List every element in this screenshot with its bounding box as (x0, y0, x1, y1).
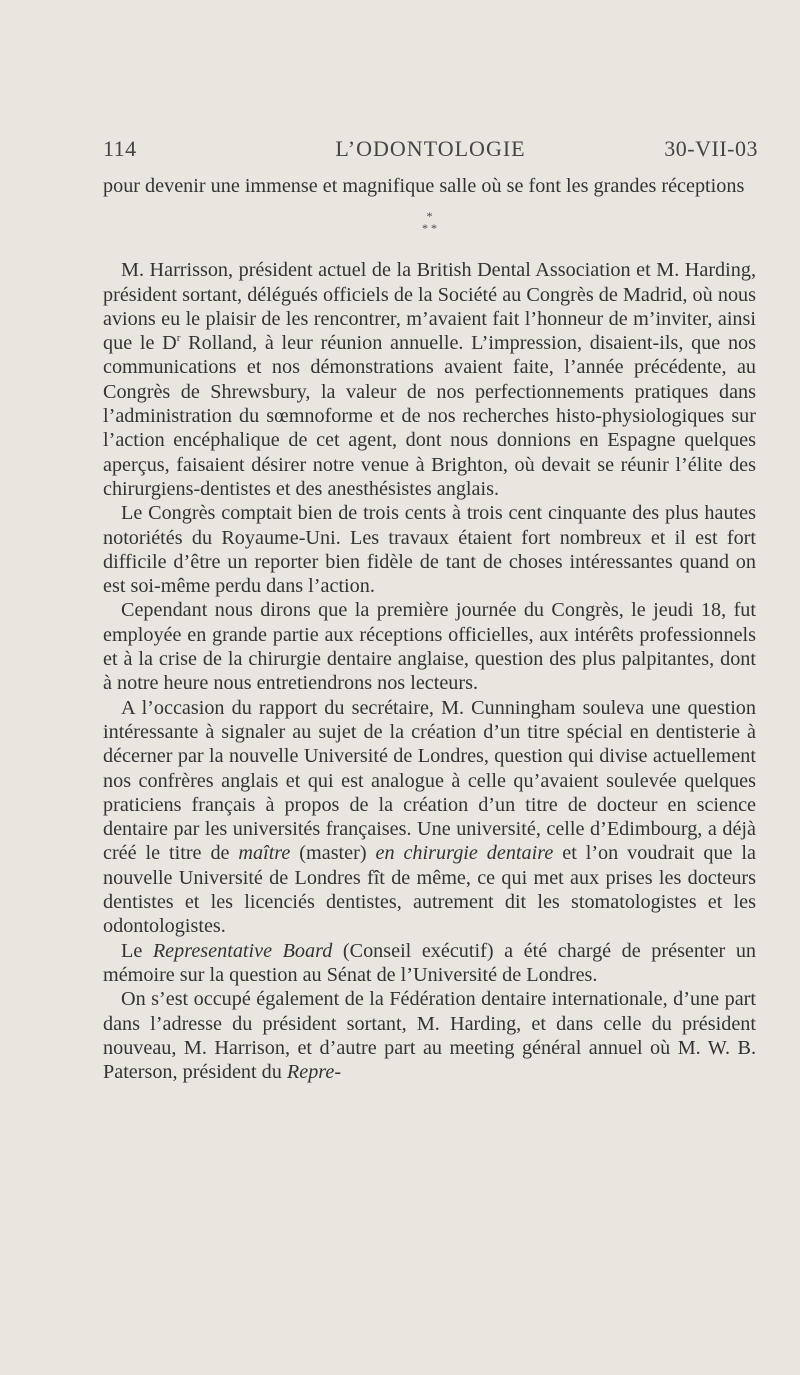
paragraph-premiere-journee: Cependant nous dirons que la première journée du Congrès, le jeudi 18, fut employée en grande partie aux réceptions officielles, aux intérêts professionnels et à la crise de la chirurgie dentaire anglaise, question des plus palpitantes, dont à notre heure nous entretiendrons nos lecteurs. (103, 599, 756, 695)
journal-title: L’ODONTOLOGIE (335, 136, 526, 161)
running-header (103, 136, 758, 166)
paragraph-congres: Le Congrès comptait bien de trois cents à trois cent cinquante des plus hautes notoriétés du Royaume-Uni. Les travaux étaient fort nombreux et il est fort difficile d’être un reporter bien fidèle de tant de choses intéressantes quand on est soi-même perdu dans l’action. (103, 502, 756, 598)
page-number: 114 (103, 136, 137, 161)
article-body (103, 174, 756, 1084)
paragraph-continuation: pour devenir une immense et magnifique salle où se font les grandes réceptions (103, 175, 745, 197)
separator-star-bottom: * * (422, 221, 437, 236)
paragraph-representative-board: Le Representative Board (Conseil exécutif) a été chargé de présenter un mémoire sur la question au Sénat de l’Université de Londres. (103, 939, 757, 986)
paragraph-harrisson: M. Harrisson, président actuel de la British Dental Association et M. Harding, président sortant, délégués officiels de la Société au Congrès de Madrid, où nous avions eu le plaisir de les rencontrer, m’avaient fait l’honneur de m’inviter, ainsi que le $D^r$ Rolland, à leur réunion annuelle. L’impression, disaient-ils, que nos communications et nos démonstrations avaient faite, l’année précédente, au Congrès de Shrewsbury, la valeur de nos perfectionnements pratiques dans l’administration du sœmnoforme et de nos recherches histo-physiologiques sur l’action encéphalique de cet agent, dont nous donnions en Espagne quelques aperçus, faisaient désirer notre venue à Brighton, où devait se réunir l’élite des chirurgiens-dentistes et des anesthésistes anglais. (103, 259, 757, 500)
separator-star-top: * (426, 209, 433, 224)
section-separator (103, 210, 756, 246)
paragraph-federation: On s’est occupé également de la Fédération dentaire internationale, d’une part dans l’adresse du président sortant, M. Harding, et dans celle du président nouveau, M. Harrison, et d’autre part au meeting général annuel où M. W. B. Paterson, président du Repre- (103, 988, 756, 1084)
paragraph-cunningham: A l’occasion du rapport du secrétaire, M. Cunningham souleva une question intéressante à signaler au sujet de la création d’un titre spécial en dentisterie à décerner par la nouvelle Université de Londres, question qui divise actuellement nos confrères anglais et qui est analogue à celle qu’avaient soulevée quelques praticiens français à propos de la création d’un titre de docteur en science dentaire par les universités françaises. Une université, celle d’Edimbourg, a déjà créé le titre de maître (master) en chirurgie dentaire et l’on voudrait que la nouvelle Université de Londres fît de même, ce qui met aux prises les docteurs dentistes et les licenciés dentistes, autrement dit les stomatologistes et les odontologistes. (103, 696, 756, 938)
issue-date: 30-VII-03 (664, 136, 758, 161)
